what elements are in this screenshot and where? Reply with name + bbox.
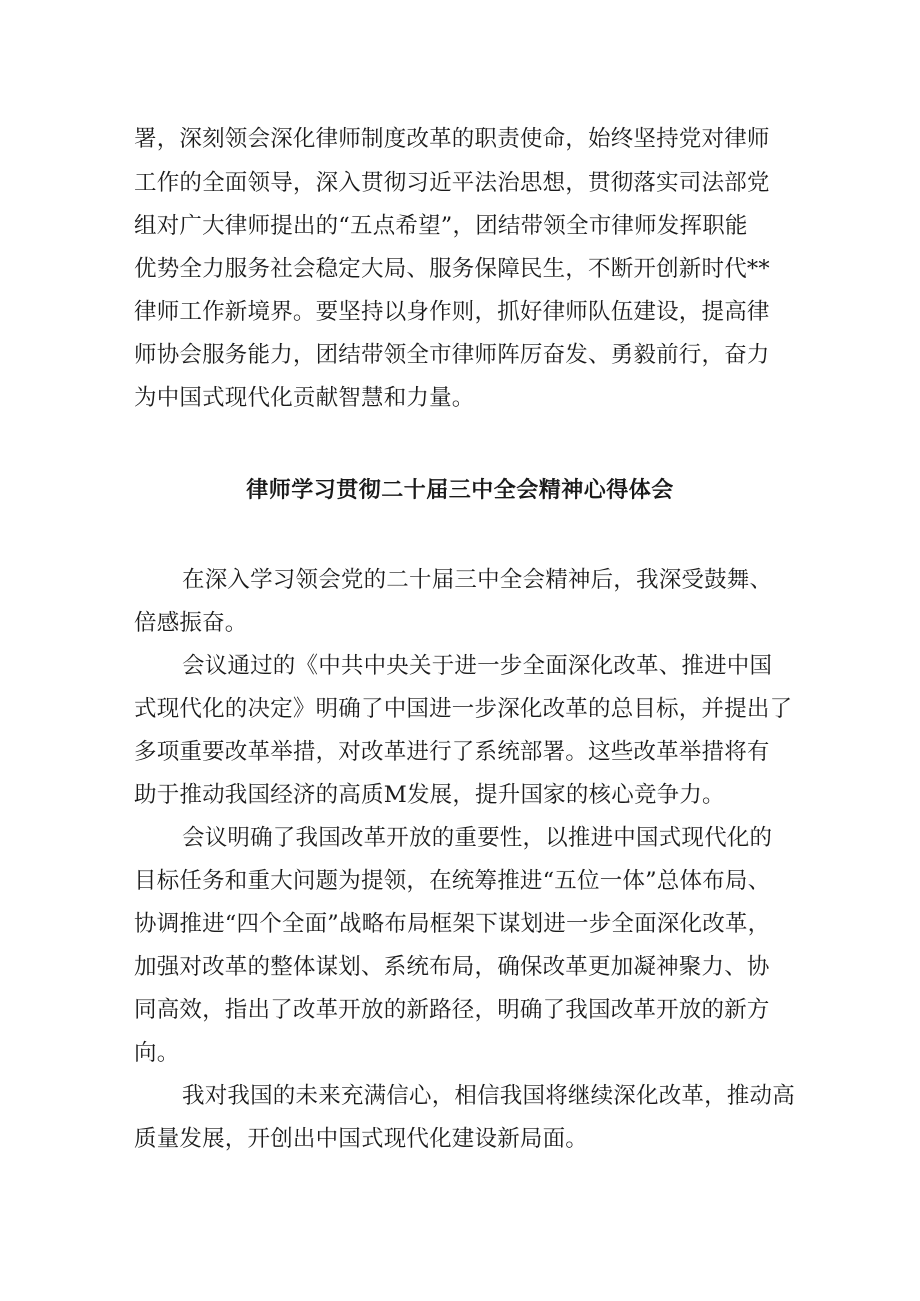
intro-line: 律师工作新境界。要坚持以身作则，抓好律师队伍建设，提高律 [134,299,770,325]
intro-line: 组对广大律师提出的“五点希望”，团结带领全市律师发挥职能 [134,213,748,239]
body-line: 同高效，指出了改革开放的新路径，明确了我国改革开放的新方 [134,997,770,1023]
body-line: 加强对改革的整体谋划、系统布局，确保改革更加凝神聚力、协 [134,954,770,980]
intro-line: 为中国式现代化贡献智慧和力量。 [134,385,475,411]
body-line: 质量发展，开创出中国式现代化建设新局面。 [134,1126,589,1152]
intro-line: 工作的全面领导，深入贯彻习近平法治思想，贯彻落实司法部党 [134,170,770,196]
body-line: 助于推动我国经济的高质M发展，提升国家的核心竞争力。 [134,782,725,808]
body-line: 多项重要改革举措，对改革进行了系统部署。这些改革举措将有 [134,739,770,765]
body-line: 协调推进“四个全面”战略布局框架下谋划进一步全面深化改革， [134,911,771,937]
body-line: 倍感振奋。 [134,610,248,636]
intro-line: 署，深刻领会深化律师制度改革的职责使命，始终坚持党对律师 [134,126,770,152]
body-line: 会议通过的《中共中央关于进一步全面深化改革、推进中国 [182,653,773,679]
body-line: 向。 [134,1040,180,1066]
intro-line: 优势全力服务社会稳定大局、服务保障民生，不断开创新时代** [134,256,770,282]
body-line: 目标任务和重大问题为提领，在统筹推进“五位一体”总体布局、 [134,868,771,894]
body-line: 我对我国的未来充满信心，相信我国将继续深化改革，推动高 [182,1083,795,1109]
intro-line: 师协会服务能力，团结带领全市律师阵厉奋发、勇毅前行，奋力 [134,342,770,368]
body-line: 式现代化的决定》明确了中国进一步深化改革的总目标，并提出了 [134,696,793,722]
body-line: 在深入学习领会党的二十届三中全会精神后，我深受鼓舞、 [182,567,773,593]
body-line: 会议明确了我国改革开放的重要性，以推进中国式现代化的 [182,825,773,851]
article-title: 律师学习贯彻二十届三中全会精神心得体会 [246,478,674,503]
